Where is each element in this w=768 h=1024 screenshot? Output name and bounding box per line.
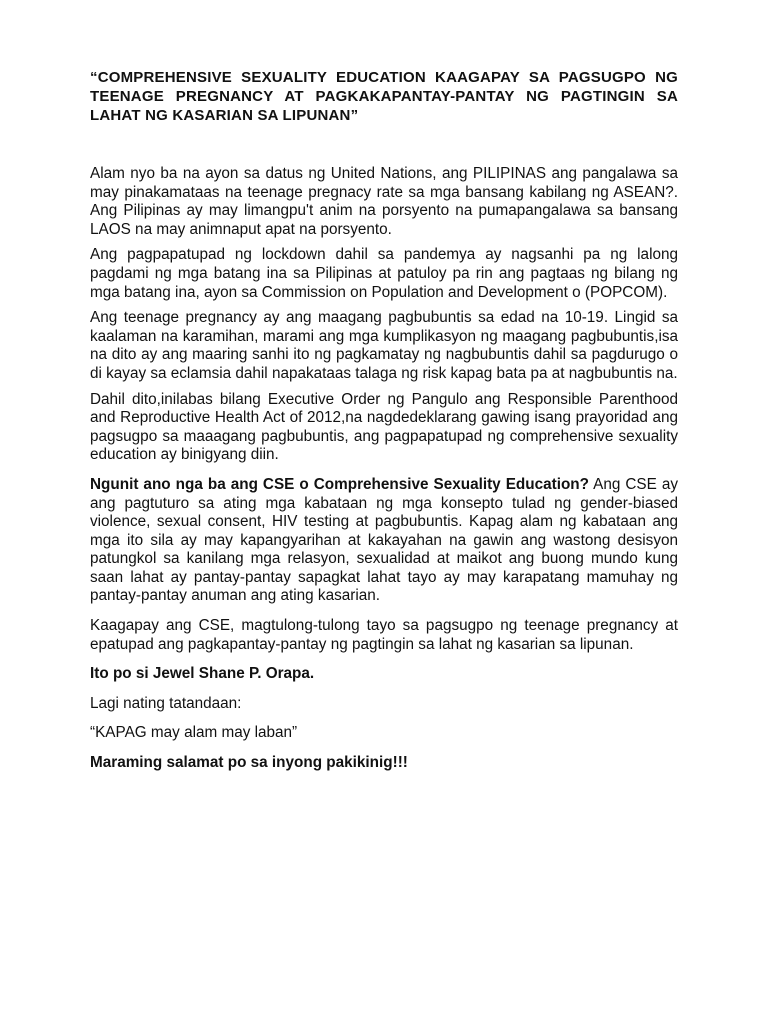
cse-question: Ngunit ano nga ba ang CSE o Comprehensive Sexuality Education? xyxy=(90,475,589,493)
paragraph-teenage-pregnancy: Ang teenage pregnancy ay ang maagang pagbubuntis sa edad na 10-19. Lingid sa kaalaman na karamihan, marami ang mga kumplikasyon ng maagang pagbubuntis,isa na dito ay ang maaring sanhi ito ng pagkamatay ng nagbubuntis dahil sa pagdurugo o di kayay sa eclamsia dahil napakataas talaga ng risk kapag bata pa at nagbubuntis na. xyxy=(90,309,678,382)
document-page xyxy=(90,68,678,784)
paragraph-executive-order: Dahil dito,inilabas bilang Executive Order ng Pangulo ang Responsible Parenthood and Reproductive Health Act of 2012,na nagdedeklarang gawing isang prayoridad ang pagsugpo sa maaagang pagbubuntis, ang pagpapatupad ng comprehensive sexuality education ay binigyang diin. xyxy=(90,390,678,464)
reminder-intro: Lagi nating tatandaan: xyxy=(90,694,242,712)
signature-line: Ito po si Jewel Shane P. Orapa. xyxy=(90,665,315,683)
paragraph-closing: Kaagapay ang CSE, magtulong-tulong tayo sa pagsugpo ng teenage pregnancy at epatupad ang pagkapantay-pantay ng pagtingin sa lahat ng kasarian sa lipunan. xyxy=(90,617,678,653)
paragraph-un-data: Alam nyo ba na ayon sa datus ng United Nations, ang PILIPINAS ang pangalawa sa may pinakamataas na teenage pregnacy rate sa mga bansang kabilang ng ASEAN?. Ang Pilipinas ay may limangpu't anim na porsyento na pumapangalawa sa bansang LAOS na may animnaput apat na porsyento. xyxy=(90,165,678,238)
paragraph-lockdown: Ang pagpapatupad ng lockdown dahil sa pandemya ay nagsanhi pa ng lalong pagdami ng mga batang ina sa Pilipinas at patuloy pa rin ang pagtaas ng bilang ng mga batang ina, ayon sa Commission on Population and Development o (POPCOM). xyxy=(90,246,678,301)
paragraph-cse xyxy=(90,476,678,606)
quote-line: “KAPAG may alam may laban” xyxy=(90,724,298,742)
cse-answer: Ang CSE ay ang pagtuturo sa ating mga kabataan ng mga konsepto tulad ng gender-biased violence, sexual consent, HIV testing at pagbubuntis. Kapag alam ng kabataan ang mga ito sila ay may kapangyarihan at kakayahan na gawin ang wastong desisyon patungkol sa kanilang mga relasyon, sexualidad at maikot ang buong mundo kung saan lahat ay pantay-pantay sapagkat lahat tayo ay may karapatang mamuhay ng pantay-pantay anuman ang ating kasarian. xyxy=(90,475,679,605)
document-title: “COMPREHENSIVE SEXUALITY EDUCATION KAAGAPAY SA PAGSUGPO NG TEENAGE PREGNANCY AT PAGKAKAPANTAY-PANTAY NG PAGTINGIN SA LAHAT NG KASARIAN SA LIPUNAN” xyxy=(90,69,678,124)
thanks-line: Maraming salamat po sa inyong pakikinig!!! xyxy=(90,754,408,772)
